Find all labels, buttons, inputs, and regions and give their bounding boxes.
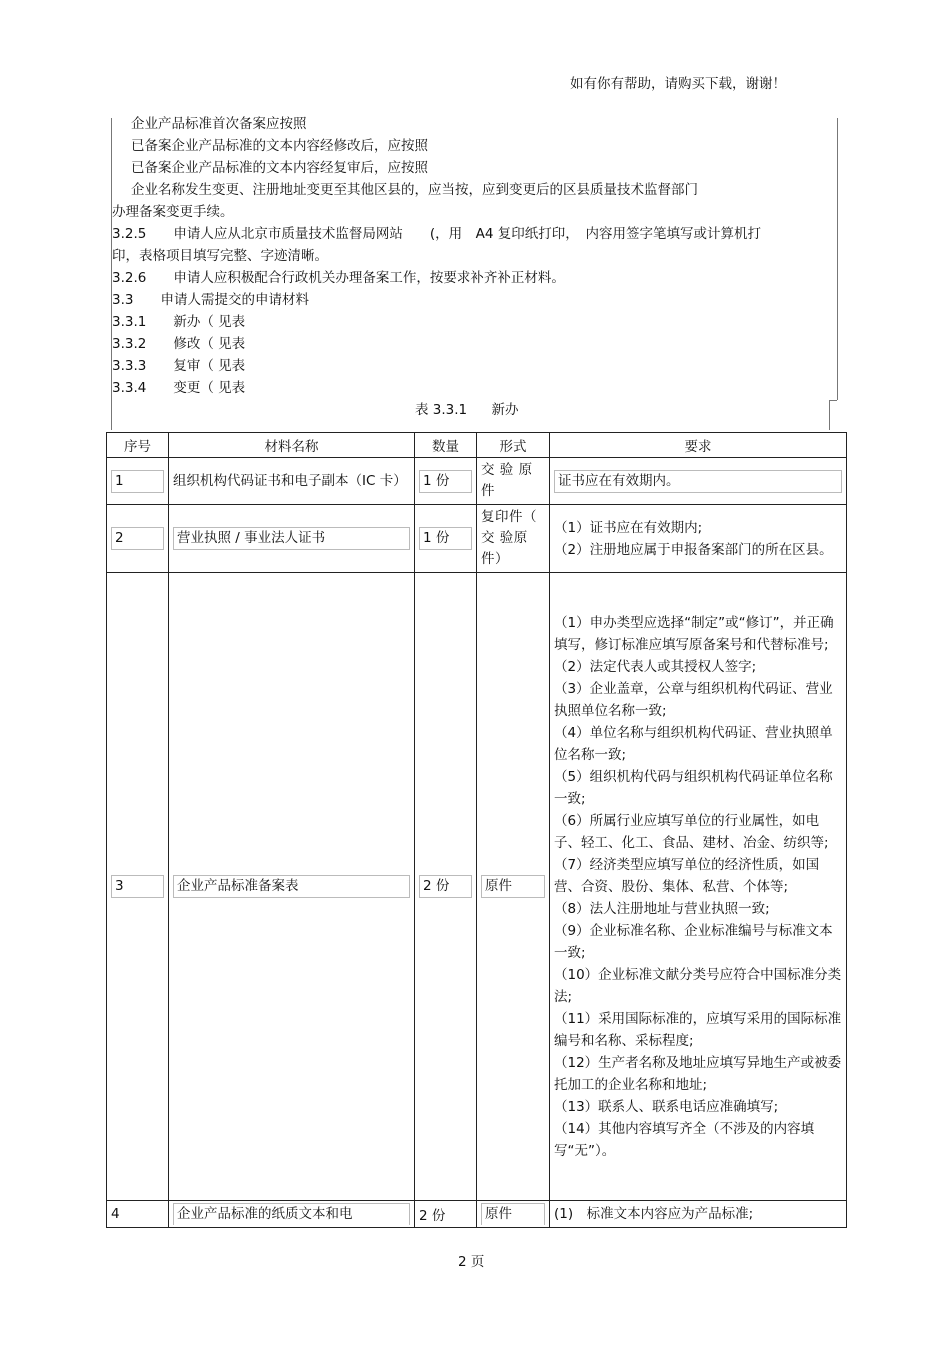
req-item: （2）注册地应属于申报备案部门的所在区县。 [554,541,833,558]
cell-qty: 1 份 [415,505,477,573]
frame-right-notch-rule [829,400,830,430]
req-item: （6）所属行业应填写单位的行业属性，如电子、轻工、化工、食品、建材、冶金、纺织等; [554,812,829,851]
cell-req [550,573,847,1201]
table-row [107,1201,847,1228]
table-header-row [107,433,847,458]
req-item: （9）企业标准名称、企业标准编号与标准文本一致; [554,922,833,961]
paragraph-line: 已备案企业产品标准的文本内容经修改后，应按照 [131,138,428,154]
subsection-line: 3.3.2 修改（ 见表 [112,336,246,352]
paragraph-line: 已备案企业产品标准的文本内容经复审后，应按照 [131,160,428,176]
req-item: （11）采用国际标准的，应填写采用的国际标准编号和名称、采标程度; [554,1010,842,1049]
section-heading: 3.3 申请人需提交的申请材料 [112,292,309,308]
cell-name: 营业执照 / 事业法人证书 [169,505,415,573]
cell-name: 组织机构代码证书和电子副本（IC 卡） [169,458,415,505]
req-item: （1）申办类型应选择“制定”或“修订”，并正确填写，修订标准应填写原备案号和代替标准号; [554,614,834,653]
req-item: （14）其他内容填写齐全（不涉及的内容填写“无”）。 [554,1120,815,1159]
table-caption [415,398,538,418]
req-item: （1）证书应在有效期内; [554,519,703,536]
req-item: （2）法定代表人或其授权人签字; [554,658,757,675]
frame-right-rule [837,118,838,400]
subsection-line: 3.3.4 变更（ 见表 [112,380,246,396]
table-caption-number: 表 3.3.1 [415,402,468,418]
subsection-line: 3.3.3 复审（ 见表 [112,358,246,374]
cell-no: 2 [107,505,169,573]
paragraph-line: 印，表格项目填写完整、字迹清晰。 [112,248,328,264]
req-item: （8）法人注册地址与营业执照一致; [554,900,770,917]
paragraph-line: 办理备案变更手续。 [112,204,234,220]
req-item: （3）企业盖章，公章与组织机构代码证、营业执照单位名称一致; [554,680,833,719]
req-item: （4）单位名称与组织机构代码证、营业执照单位名称一致; [554,724,833,763]
req-item: (1) 标准文本内容应为产品标准; [554,1206,754,1222]
cell-qty: 1 份 [415,458,477,505]
header-qty: 数量 [415,433,477,458]
header-no: 序号 [107,433,169,458]
cell-req: 证书应在有效期内。 [550,458,847,505]
cell-no: 1 [107,458,169,505]
cell-qty: 2 份 [415,573,477,1201]
table-row [107,505,847,573]
req-item: （5）组织机构代码与组织机构代码证单位名称一致; [554,768,833,807]
req-item: （10）企业标准文献分类号应符合中国标准分类法; [554,966,842,1005]
cell-qty: 2 份 [415,1201,477,1228]
cell-no: 4 [107,1201,169,1228]
cell-req [550,1201,847,1228]
paragraph-line: 企业名称发生变更、注册地址变更至其他区县的，应当按，应到变更后的区县质量技术监督部门 [131,182,698,198]
cell-req [550,505,847,573]
table-caption-title: 新办 [491,402,519,418]
req-item: （12）生产者名称及地址应填写异地生产或被委托加工的企业名称和地址; [554,1054,842,1093]
header-form: 形式 [477,433,550,458]
header-req: 要求 [550,433,847,458]
cell-form: 原件 [477,1201,550,1228]
paragraph-line: 3.2.5 申请人应从北京市质量技术监督局网站 (，用 A4 复印纸打印， 内容用签字笔填写或计算机打 [112,226,761,242]
cell-form: 复印件（ 交 验原件） [477,505,550,573]
header-name: 材料名称 [169,433,415,458]
page-number: 2 页 [458,1254,485,1270]
cell-name: 企业产品标准的纸质文本和电 [169,1201,415,1228]
cell-form: 交 验 原件 [477,458,550,505]
subsection-line: 3.3.1 新办（ 见表 [112,314,246,330]
table-row [107,573,847,1201]
table-row [107,458,847,505]
cell-form: 原件 [477,573,550,1201]
materials-table [106,432,847,1228]
req-item: （7）经济类型应填写单位的经济性质，如国营、合资、股份、集体、私营、个体等; [554,856,820,895]
cell-no: 3 [107,573,169,1201]
header-note: 如有你有帮助，请购买下载，谢谢！ [570,76,786,92]
frame-right-notch [829,400,837,401]
req-item: （13）联系人、联系电话应准确填写; [554,1098,779,1115]
paragraph-line: 企业产品标准首次备案应按照 [131,116,307,132]
cell-name: 企业产品标准备案表 [169,573,415,1201]
paragraph-line: 3.2.6 申请人应积极配合行政机关办理备案工作，按要求补齐补正材料。 [112,270,565,286]
